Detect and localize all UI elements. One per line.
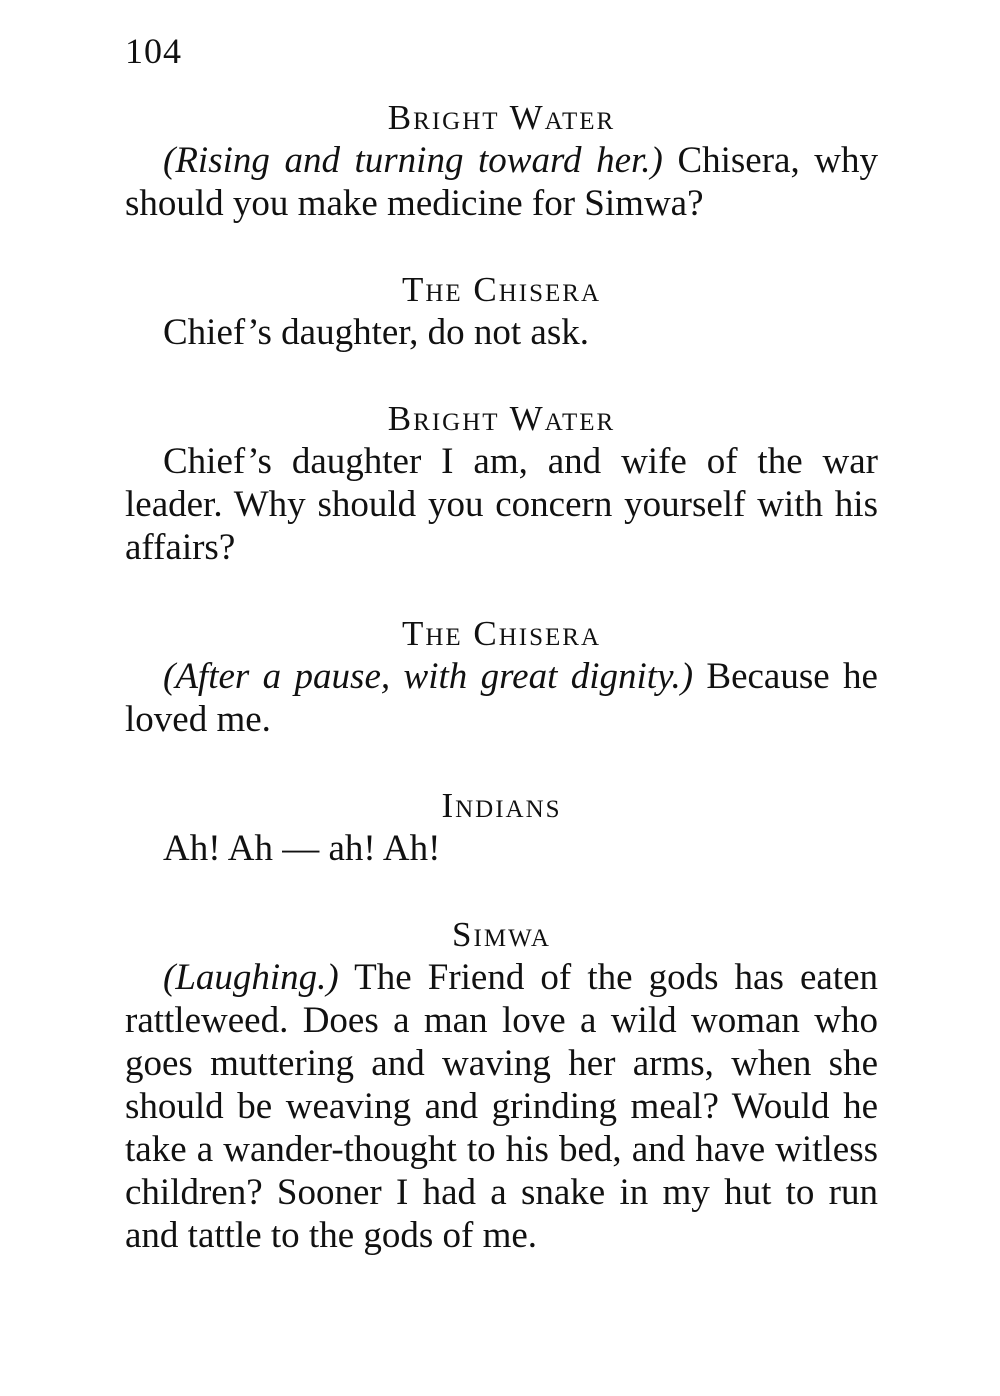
dialogue-block-chisera-1 — [125, 268, 878, 354]
stage-direction: (Rising and turning toward her.) — [163, 140, 663, 181]
speech-text — [125, 311, 878, 354]
speech-text — [125, 655, 878, 741]
stage-direction: (Laughing.) — [163, 957, 339, 998]
speech-line: Ah! Ah — ah! Ah! — [163, 828, 441, 869]
speaker-name: Simwa — [452, 915, 551, 954]
speech-line: Chief’s daughter, do not ask. — [163, 312, 589, 353]
speaker-name: Bright Water — [387, 399, 616, 438]
speech-text — [125, 827, 878, 870]
speech-line: Because he loved me. — [125, 656, 878, 740]
play-text — [125, 96, 878, 1257]
speech-line: Chisera, why should you make medicine for Simwa? — [125, 140, 878, 224]
speech-text — [125, 440, 878, 569]
speaker-name: Indians — [441, 786, 562, 825]
speaker-name: Bright Water — [387, 98, 616, 137]
stage-direction: (After a pause, with great dignity.) — [163, 656, 694, 697]
speech-line: The Friend of the gods has eaten rattleweed. Does a man love a wild woman who goes muttering and waving her arms, when she should be weaving and grinding meal? Would he take a wander-thought to his bed, and have witless children? Sooner I had a snake in my hut to run and tattle to the gods of me. — [125, 957, 878, 1256]
speech-text — [125, 139, 878, 225]
dialogue-block-bright-water-2 — [125, 397, 878, 569]
dialogue-block-chisera-2 — [125, 612, 878, 741]
speaker-name: The Chisera — [401, 614, 602, 653]
speech-text — [125, 956, 878, 1257]
speaker-name: The Chisera — [401, 270, 602, 309]
dialogue-block-bright-water-1 — [125, 96, 878, 225]
dialogue-block-simwa — [125, 913, 878, 1257]
dialogue-block-indians — [125, 784, 878, 870]
page-number: 104 — [125, 31, 182, 71]
speech-line: Chief’s daughter I am, and wife of the war leader. Why should you concern yourself with his affairs? — [125, 441, 878, 568]
